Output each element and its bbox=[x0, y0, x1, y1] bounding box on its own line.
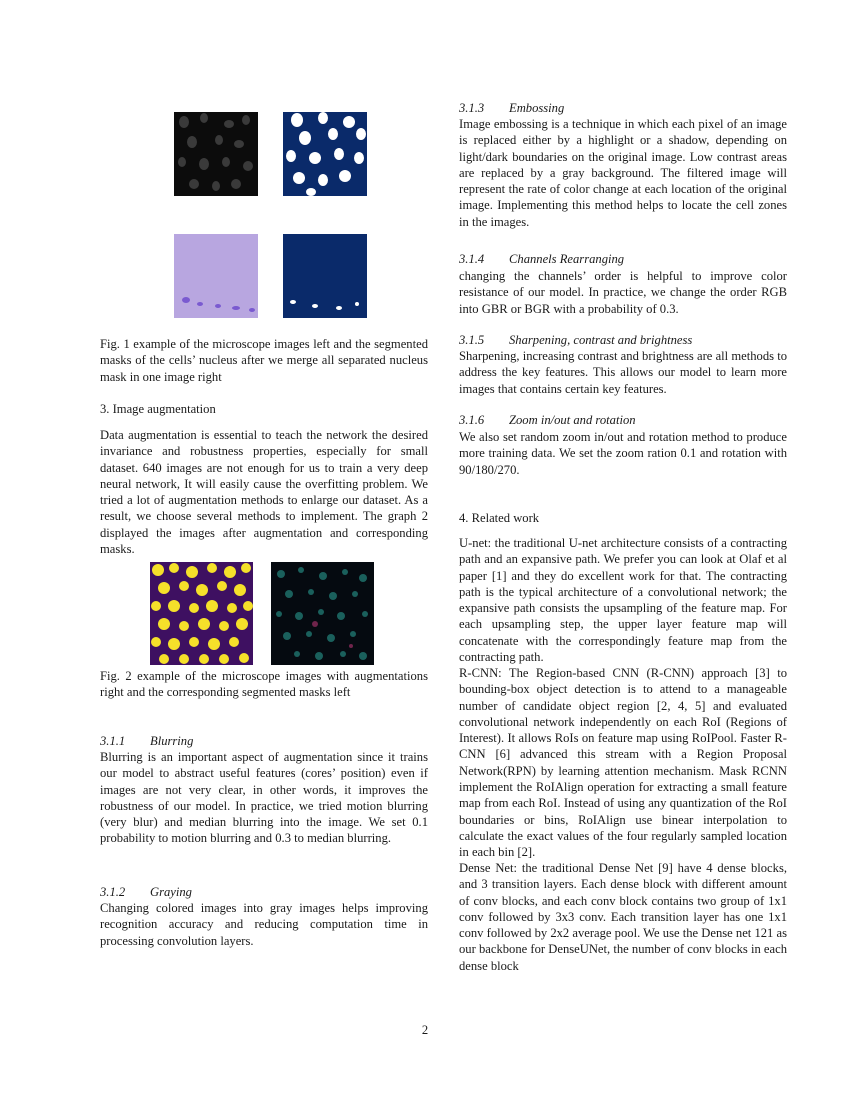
subsection-3-1-2-heading bbox=[100, 884, 428, 900]
subsection-number: 3.1.3 bbox=[459, 101, 485, 115]
subsection-3-1-5-heading bbox=[459, 332, 787, 348]
section4-heading: 4. Related work bbox=[459, 511, 540, 525]
related-work-unet: U-net: the traditional U-net architecture consists of a contracting path and an expansive path. We prefer you can look at Olaf et al paper [1] and they do excellent work for that. The contracting path is the typical architecture of a convolutional network; the expansive path consists the upsampling of the feature map. For each upsampling step, the upper layer feature map will concatenate with the correspondingly feature map from the contracting path. bbox=[459, 536, 787, 665]
subsection-title: Channels Rearranging bbox=[509, 252, 625, 266]
subsection-3-1-1-body: Blurring is an important aspect of augmentation since it trains our model to abstract useful features (cores’ position) even if images are not very clear, in other words, it improves the robustness of our model. In practice, we tried motion blurring (very blur) and median blurring into the image. We set 0.1 probability to motion blurring and 0.3 to median blurring. bbox=[100, 750, 428, 846]
subsection-3-1-4-heading bbox=[459, 251, 787, 267]
subsection-3-1-2-body: Changing colored images into gray images helps improving recognition accuracy and reducing computation time in processing convolution layers. bbox=[100, 901, 428, 948]
subsection-3-1-5-body: Sharpening, increasing contrast and brightness are all methods to address the key features. This allows our model to learn more images that contains certain key features. bbox=[459, 349, 787, 396]
subsection-title: Embossing bbox=[509, 101, 565, 115]
subsection-3-1-3-heading bbox=[459, 100, 787, 116]
subsection-3-1-1-heading bbox=[100, 733, 428, 749]
fig1-mask-navy-image bbox=[283, 234, 367, 318]
section3-body: Data augmentation is essential to teach the network the desired invariance and robustness properties, especially for small dataset. 640 images are not enough for us to train a very deep neural network, It will easily cause the overfitting problem. We tried a lot of augmentation methods to enlarge our dataset. As a result, we choose several methods to implement. The graph 2 displayed the images after augmentation and corresponding masks. bbox=[100, 428, 428, 557]
fig1-microscope-purple-image bbox=[174, 234, 258, 318]
subsection-number: 3.1.1 bbox=[100, 734, 126, 748]
fig2-mask-yellow-image bbox=[150, 562, 253, 665]
subsection-title: Zoom in/out and rotation bbox=[509, 413, 636, 427]
fig1-mask-blue-image bbox=[283, 112, 367, 196]
subsection-3-1-4-body: changing the channels’ order is helpful to improve color resistance of our model. In practice, we change the order RGB into GBR or BGR with a probability of 0.3. bbox=[459, 269, 787, 316]
subsection-title: Sharpening, contrast and brightness bbox=[509, 333, 693, 347]
related-work-densenet: Dense Net: the traditional Dense Net [9] have 4 dense blocks, and 3 transition layers. Each dense block with different amount of conv blocks, and each conv block contains two group of 1x1 conv followed by 3x3 conv. Each transition layer has one 1x1 conv followed by 2x2 average pool. We use the Dense net 121 as our backbone for DenseUNet, the number of conv blocks in each dense block bbox=[459, 861, 787, 973]
figure1-caption: Fig. 1 example of the microscope images left and the segmented masks of the cells’ nucleus after we merge all separated nucleus mask in one image right bbox=[100, 337, 428, 384]
subsection-title: Blurring bbox=[150, 734, 194, 748]
subsection-title: Graying bbox=[150, 885, 192, 899]
figure2-caption: Fig. 2 example of the microscope images with augmentations right and the corresponding segmented masks left bbox=[100, 669, 428, 700]
subsection-3-1-6-body: We also set random zoom in/out and rotation method to produce more training data. We set the zoom ration 0.1 and rotation with 90/180/270. bbox=[459, 430, 787, 477]
subsection-number: 3.1.2 bbox=[100, 885, 126, 899]
fig1-microscope-gray-image bbox=[174, 112, 258, 196]
related-work-rcnn: R-CNN: The Region-based CNN (R-CNN) approach [3] to bounding-box object detection is to attend to a manageable number of candidate object region [2, 4, 5] and evaluated convolutional network independently on each RoI (Regions of Interest). It allows RoIs on feature map using RoIPool. Faster R-CNN [6] advanced this stream with a Region Proposal Network(RPN) by learning attention mechanism. Mask RCNN implement the RoIAlign operation for extracting a small feature map from each RoI. Instead of using any quantization of the RoI boundaries or bins, RoIAlign use binear interpolation to calculate the exact values of the four regularly sampled location in each bin [2]. bbox=[459, 666, 787, 860]
section3-heading: 3. Image augmentation bbox=[100, 402, 216, 416]
subsection-3-1-3-body: Image embossing is a technique in which each pixel of an image is replaced either by a highlight or a shadow, depending on light/dark boundaries on the original image. Low contrast areas are replaced by a gray background. The filtered image will represent the rate of color change at each location of the original image. Implementing this method helps to locate the cell zones in the images. bbox=[459, 117, 787, 229]
subsection-number: 3.1.5 bbox=[459, 333, 485, 347]
page-number: 2 bbox=[421, 1023, 429, 1037]
subsection-3-1-6-heading bbox=[459, 412, 787, 428]
subsection-number: 3.1.6 bbox=[459, 413, 485, 427]
fig2-augmented-dark-image bbox=[271, 562, 374, 665]
subsection-number: 3.1.4 bbox=[459, 252, 485, 266]
